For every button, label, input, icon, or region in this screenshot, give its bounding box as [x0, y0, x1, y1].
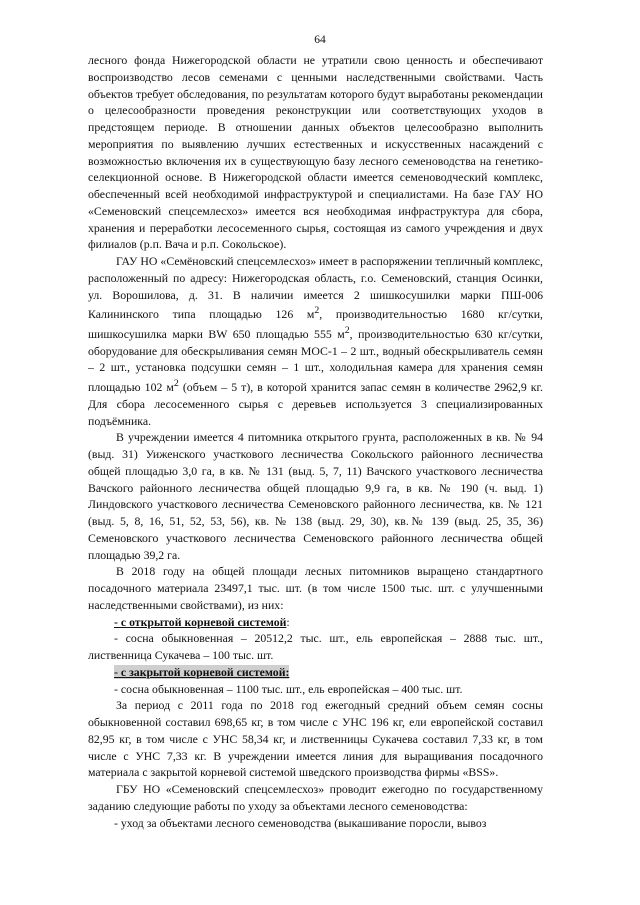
text-run: ГАУ НО «Семёновский спецсемлесхоз» имеет в распоряжении тепличный комплекс, расположенный по адресу: Нижегородская область, г.о. Семеновский, станция Осинки, ул. Ворошилова, д. 31. В наличии имеется 2 шишкосушилки марки ПШ-006 Калининского типа площадью 126 м [88, 254, 543, 322]
paragraph: В учреждении имеется 4 питомника открытого грунта, расположенных в кв. № 94 (выд. 31) Уиженского участкового лесничества Сокольского районного лесничества общей площадью 3,0 га, в кв. № 131 (выд. 5, 7, 11) Вачского участкового лесничества Вачского районного лесничества общей площадью 9,9 га, в кв. № 190 (ч. выд. 1) Линдовского участкового лесничества Семеновского районного лесничества, кв. № 121 (выд. 5, 8, 16, 51, 52, 53, 56), кв. № 138 (выд. 29, 30), кв.№ 139 (выд. 25, 35, 36) Семеновского участкового лесничества Семеновского районного лесничества общей площадью 39,2 га. [88, 430, 543, 562]
subheading-colon: : [286, 614, 290, 629]
paragraph: лесного фонда Нижегородской области не утратили свою ценность и обеспечивают воспроизводство лесов семенами с ценными наследственными свойствами. Часть объектов требует обследования, по результатам которого будут выработаны рекомендации о целесообразности проведения реконструкции или соответствующих уходов в предстоящем периоде. В отношении данных объектов целесообразно выполнить мероприятия по выявлению лучших естественных и искусственных насаждений с возможностью включения их в существующую базу лесного семеноводства на генетико-селекционной основе. В Нижегородской области имеется семеноводческий комплекс, обеспеченный всей необходимой инфраструктурой и специалистами. На базе ГАУ НО «Семеновский спецсемлесхоз» имеется вся необходимая инфраструктура для сбора, хранения и переработки лесосеменного сырья, состоящая из самого учреждения и двух филиалов (р.п. Вача и р.п. Сокольское). [88, 53, 543, 252]
paragraph: За период с 2011 года по 2018 год ежегодный средний объем семян сосны обыкновенной составил 698,65 кг, в том числе с УНС 196 кг, ели европейской составил 82,95 кг, в том числе с УНС 58,34 кг, и лиственницы Сукачева составил 7,33 кг, в том числе с УНС 7,33 кг. В учреждении имеется линия для выращивания посадочного материала с закрытой корневой системой шведского производства фирмы «BSS». [88, 698, 543, 780]
text-run: (объем – 5 т), в которой хранится запас семян в количестве 2962,9 кг. Для сбора лесосеменного сырья с деревьев используется 3 специализированных подъёмника. [88, 380, 543, 428]
subheading-text: - с открытой корневой системой [114, 614, 287, 629]
text-run: , производительностью 630 кг/сутки, оборудование для обескрыливания семян МОС-1 – 2 шт., водный обескрыливатель семян – 2 шт., установка подсушки семян – 1 шт., холодильная камера для хранения семян площадью 102 м [88, 326, 543, 395]
subheading-text: - с закрытой корневой системой: [114, 664, 290, 679]
list-item: - сосна обыкновенная – 1100 тыс. шт., ель европейская – 400 тыс. шт. [114, 681, 463, 696]
list-item: - уход за объектами лесного семеноводства (выкашивание поросли, вывоз [114, 815, 487, 830]
text-run: , производительностью 1680 кг/сутки, шишкосушилка марки BW 650 площадью 555 м [88, 307, 543, 341]
document-body [88, 52, 543, 831]
paragraph [88, 253, 543, 429]
page-number: 64 [314, 34, 326, 46]
superscript: 2 [173, 378, 179, 390]
subheading-closed-root [88, 664, 543, 681]
subheading-open-root [88, 614, 543, 631]
list-item: - сосна обыкновенная – 20512,2 тыс. шт., ель европейская – 2888 тыс. шт., лиственница Сукачева – 100 тыс. шт. [88, 631, 543, 663]
superscript: 2 [344, 324, 350, 336]
paragraph: ГБУ НО «Семеновский спецсемлесхоз» проводит ежегодно по государственному заданию следующие работы по уходу за объектами лесного семеноводства: [88, 782, 543, 813]
superscript: 2 [314, 305, 320, 317]
paragraph: В 2018 году на общей площади лесных питомников выращено стандартного посадочного материала 23497,1 тыс. шт. (в том числе 1500 тыс. шт. с улучшенными наследственными свойствами), из них: [88, 564, 543, 612]
